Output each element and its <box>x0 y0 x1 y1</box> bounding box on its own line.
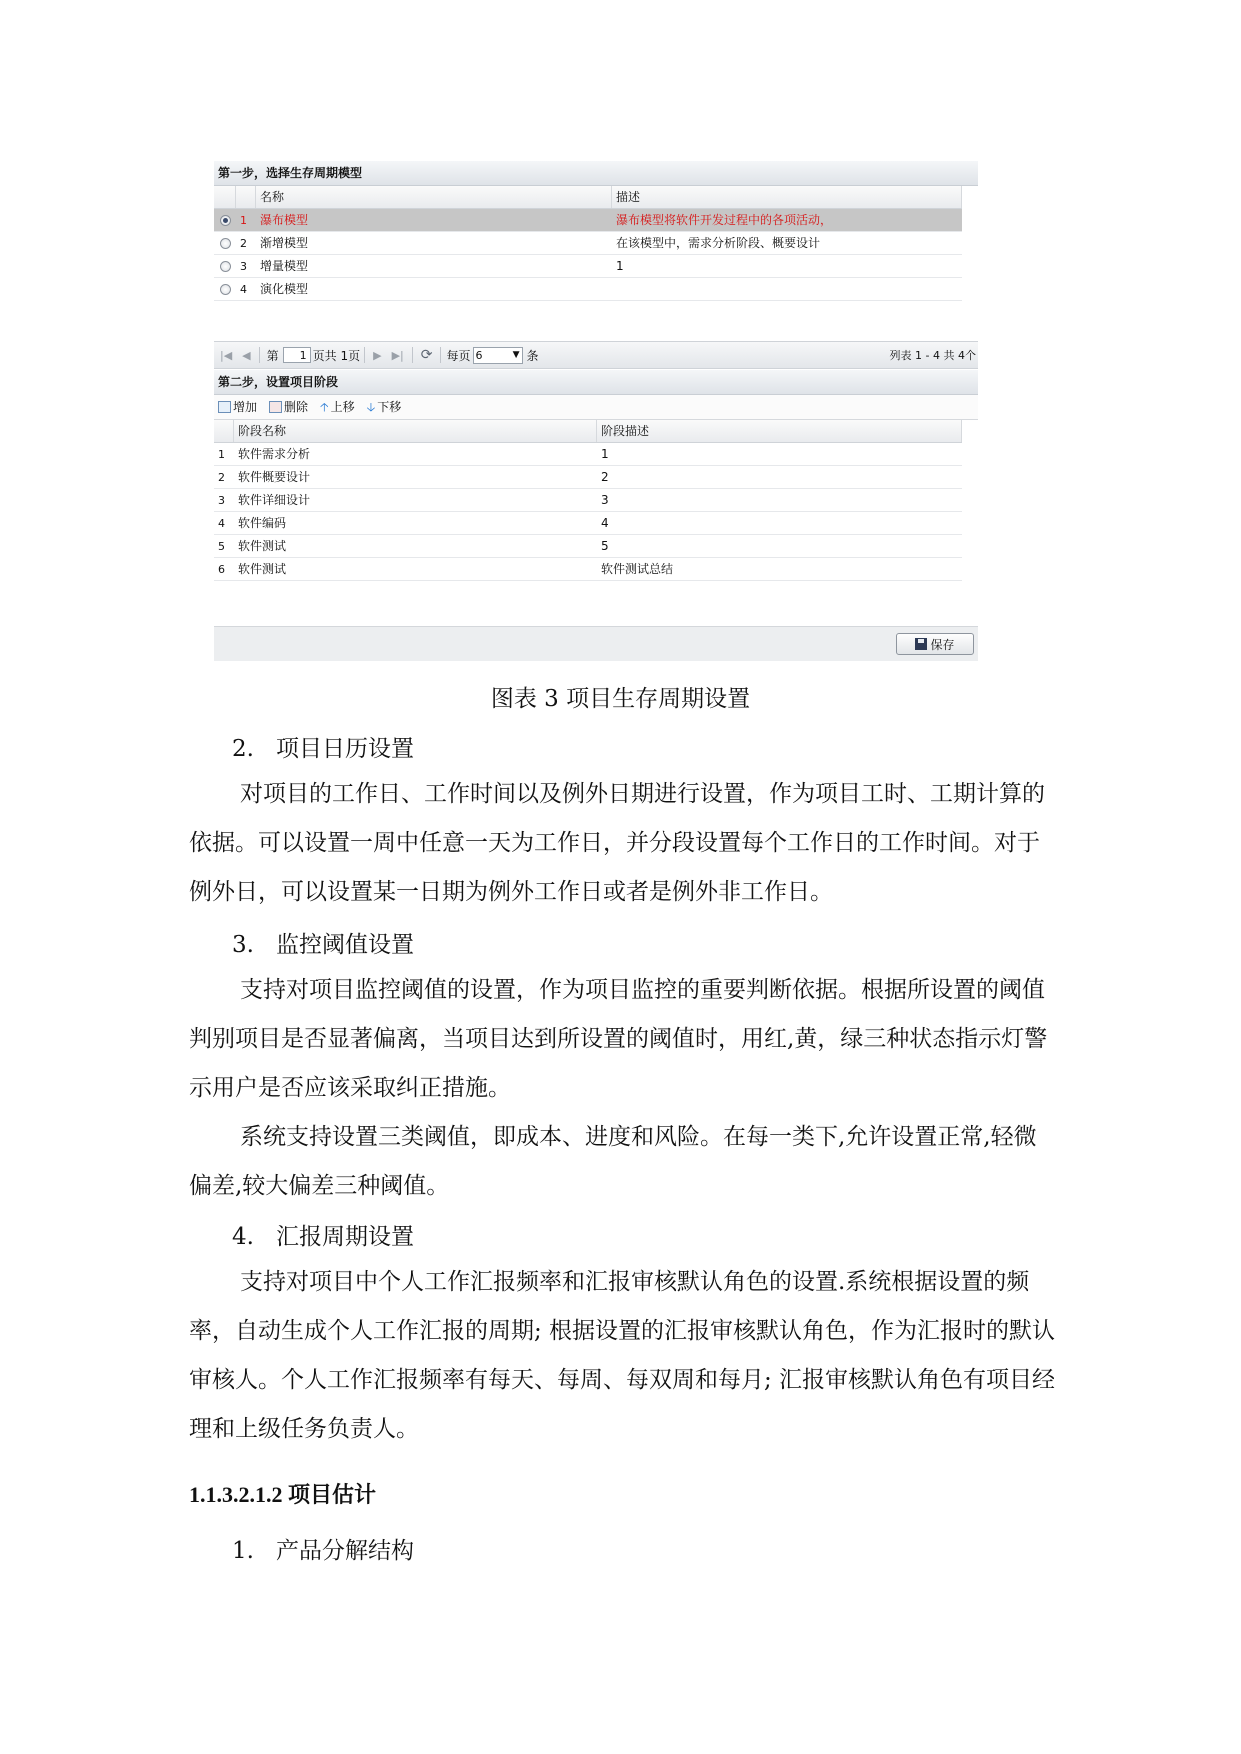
stage-desc: 2 <box>601 470 609 484</box>
model-desc: 瀑布模型将软件开发过程中的各项活动， <box>616 213 833 227</box>
radio-icon[interactable] <box>220 284 231 295</box>
floppy-disk-icon <box>915 638 927 650</box>
header-spacer <box>236 186 256 208</box>
save-label: 保存 <box>930 637 955 652</box>
per-page-select[interactable] <box>473 347 523 364</box>
page-total: 页共 1页 <box>312 348 361 363</box>
row-index: 5 <box>218 540 225 553</box>
footer-bar <box>214 626 978 661</box>
pagination-bar <box>214 341 978 369</box>
list-item <box>232 730 414 763</box>
divider <box>259 347 260 363</box>
row-index: 1 <box>218 448 225 461</box>
step2-grid-body <box>214 443 978 581</box>
per-page-unit: 条 <box>526 348 539 363</box>
row-index: 6 <box>218 563 225 576</box>
paragraph: 系统支持设置三类阈值，即成本、进度和风险。在每一类下,允许设置正常,轻微偏差,较大偏差三种阈值。 <box>189 1124 1037 1199</box>
row-number: 1 <box>240 214 247 227</box>
step2-title: 第二步，设置项目阶段 <box>214 370 978 395</box>
list-title: 汇报周期设置 <box>276 1224 414 1250</box>
next-page-icon[interactable]: ▶ <box>373 348 382 362</box>
delete-icon <box>269 401 282 413</box>
step2-panel <box>214 370 978 581</box>
save-button[interactable] <box>896 633 974 655</box>
column-header-stage-name[interactable]: 阶段名称 <box>234 420 597 442</box>
list-title: 产品分解结构 <box>276 1538 414 1564</box>
header-spacer <box>214 420 234 442</box>
model-desc: 在该模型中，需求分析阶段、概要设计 <box>616 236 821 250</box>
move-up-label: 上移 <box>330 400 355 414</box>
page-number-input[interactable]: 1 <box>283 347 311 363</box>
radio-icon[interactable] <box>220 261 231 272</box>
move-up-button[interactable] <box>320 395 355 419</box>
row-index: 4 <box>218 517 225 530</box>
prev-page-icon[interactable]: ◀ <box>242 348 251 362</box>
last-page-icon[interactable]: ▶| <box>391 348 404 362</box>
add-label: 增加 <box>233 400 258 414</box>
column-header-name[interactable]: 名称 <box>256 186 612 208</box>
divider <box>412 347 413 363</box>
radio-icon[interactable] <box>220 238 231 249</box>
stage-name: 软件需求分析 <box>238 447 311 461</box>
row-number: 3 <box>240 260 247 273</box>
table-row[interactable] <box>214 443 962 466</box>
model-desc <box>612 278 962 300</box>
divider <box>440 347 441 363</box>
add-icon <box>218 401 231 413</box>
model-name: 瀑布模型 <box>260 213 309 227</box>
table-row[interactable] <box>214 255 962 278</box>
delete-button[interactable] <box>269 395 308 419</box>
arrow-down-icon: 🡣 <box>366 400 376 414</box>
row-number: 2 <box>240 237 247 250</box>
stage-desc: 5 <box>601 539 609 553</box>
row-number: 4 <box>240 283 247 296</box>
delete-label: 删除 <box>284 400 309 414</box>
add-button[interactable] <box>218 395 257 419</box>
model-name: 增量模型 <box>260 259 309 273</box>
model-name: 演化模型 <box>260 282 309 296</box>
stage-name: 软件编码 <box>238 516 287 530</box>
table-row[interactable] <box>214 489 962 512</box>
divider <box>364 347 365 363</box>
row-index: 2 <box>218 471 225 484</box>
column-header-stage-desc[interactable]: 阶段描述 <box>597 420 962 442</box>
list-number: 4. <box>232 1224 254 1250</box>
radio-selected-icon[interactable] <box>220 215 231 226</box>
paragraph: 支持对项目中个人工作汇报频率和汇报审核默认角色的设置.系统根据设置的频率，自动生成个人工作汇报的周期; 根据设置的汇报审核默认角色，作为汇报时的默认审核人。个人工作汇报频率有每天、每周、每双周和每月; 汇报审核默认角色有项目经理和上级任务负责人。 <box>189 1269 1056 1442</box>
list-number: 1. <box>232 1538 254 1564</box>
row-index: 3 <box>218 494 225 507</box>
paragraph: 支持对项目监控阈值的设置，作为项目监控的重要判断依据。根据所设置的阈值判别项目是否显著偏离，当项目达到所设置的阈值时，用红,黄，绿三种状态指示灯警示用户是否应该采取纠正措施。 <box>189 977 1048 1101</box>
page-summary: 列表 1 - 4 共 4个 <box>889 349 976 362</box>
table-row[interactable] <box>214 558 962 581</box>
chevron-down-icon: ▼ <box>512 349 520 360</box>
refresh-icon[interactable]: ⟳ <box>420 347 433 363</box>
section-heading: 1.1.3.2.1.2 项目估计 <box>189 1482 377 1507</box>
list-number: 2. <box>232 736 254 762</box>
figure-caption: 图表 3 项目生存周期设置 <box>490 686 751 712</box>
arrow-up-icon: 🡡 <box>320 400 329 414</box>
column-header-desc[interactable]: 描述 <box>612 186 962 208</box>
model-desc: 1 <box>616 259 624 273</box>
step2-toolbar <box>214 395 978 420</box>
lifecycle-settings-ui <box>214 161 978 661</box>
list-item <box>232 926 414 959</box>
paragraph: 对项目的工作日、工作时间以及例外日期进行设置，作为项目工时、工期计算的依据。可以设置一周中任意一天为工作日，并分段设置每个工作日的工作时间。对于例外日，可以设置某一日期为例外工作日或者是例外非工作日。 <box>189 781 1045 905</box>
per-page-value: 6 <box>475 348 483 362</box>
stage-desc: 软件测试总结 <box>601 562 674 576</box>
table-row[interactable] <box>214 232 962 255</box>
step2-grid-header <box>214 420 962 443</box>
table-row[interactable] <box>214 512 962 535</box>
step1-grid-body <box>214 209 978 301</box>
per-page-label: 每页 <box>446 348 471 363</box>
table-row[interactable] <box>214 466 962 489</box>
table-row[interactable] <box>214 209 962 232</box>
list-number: 3. <box>232 932 254 958</box>
list-item <box>232 1218 414 1251</box>
stage-desc: 4 <box>601 516 609 530</box>
table-row[interactable] <box>214 278 962 301</box>
list-title: 项目日历设置 <box>276 736 414 762</box>
stage-desc: 1 <box>601 447 609 461</box>
model-name: 渐增模型 <box>260 236 309 250</box>
stage-desc: 3 <box>601 493 609 507</box>
move-down-label: 下移 <box>377 400 402 414</box>
move-down-button[interactable] <box>367 395 402 419</box>
stage-name: 软件测试 <box>238 562 287 576</box>
list-title: 监控阈值设置 <box>276 932 414 958</box>
table-row[interactable] <box>214 535 962 558</box>
page-prefix: 第 <box>266 348 279 363</box>
step1-grid-header <box>214 186 962 209</box>
stage-name: 软件详细设计 <box>238 493 311 507</box>
header-spacer <box>214 186 236 208</box>
step1-title: 第一步，选择生存周期模型 <box>214 161 978 186</box>
first-page-icon[interactable]: |◀ <box>220 348 233 362</box>
stage-name: 软件测试 <box>238 539 287 553</box>
list-item <box>232 1532 414 1565</box>
stage-name: 软件概要设计 <box>238 470 311 484</box>
